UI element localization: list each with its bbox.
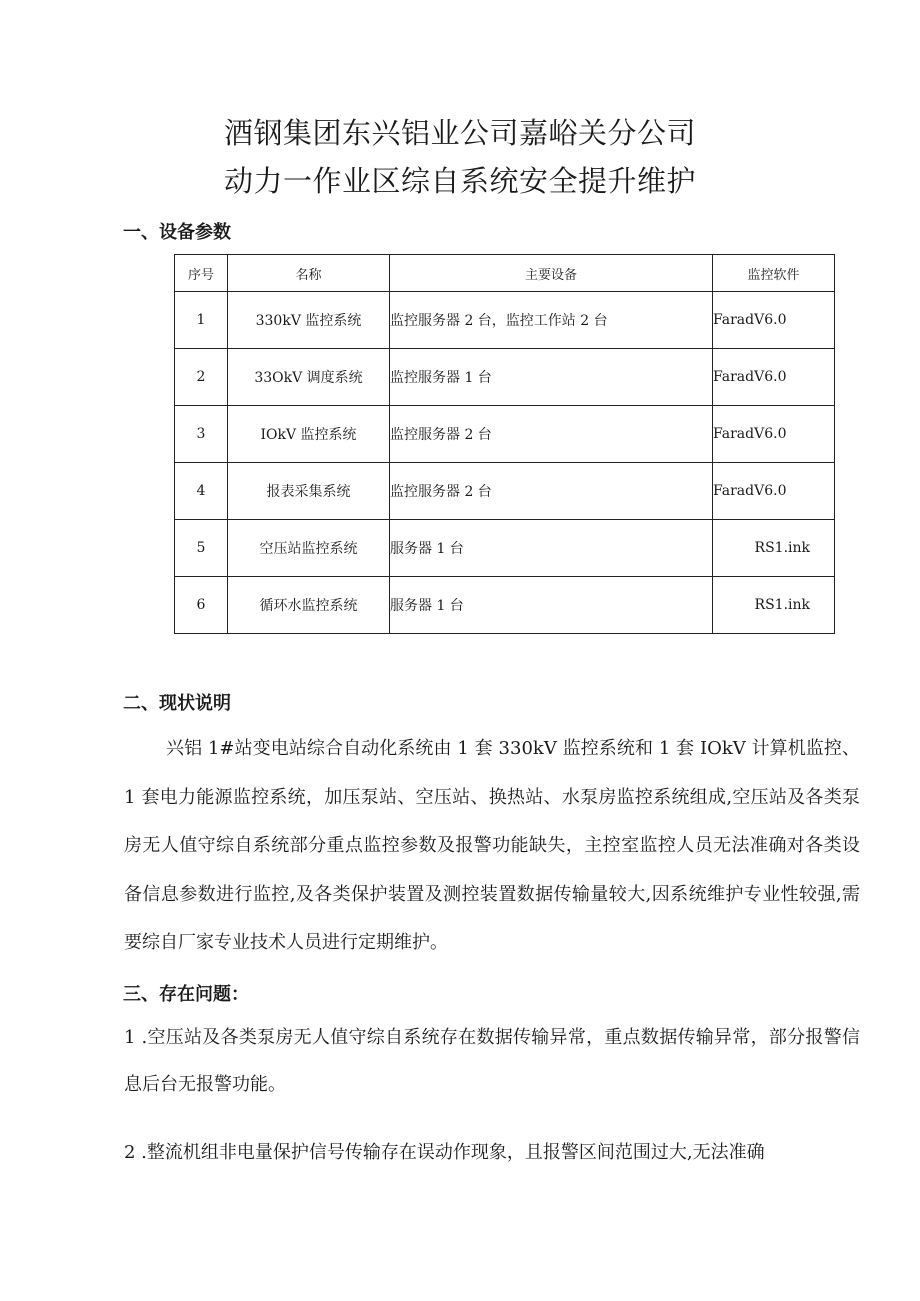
header-index: 序号 [175, 255, 228, 292]
document-title-line-1: 酒钢集团东兴铝业公司嘉峪关分公司 [223, 116, 696, 150]
section-heading-current-status: 二、现状说明 [123, 693, 231, 714]
cell-name: 循环水监控系统 [228, 577, 390, 634]
equipment-parameters-table [174, 254, 835, 634]
table-row [175, 463, 835, 520]
document-title-line-2: 动力一作业区综自系统安全提升维护 [223, 164, 696, 198]
cell-main-equipment: 服务器 1 台 [390, 577, 713, 634]
cell-monitoring-software: FaradV6.0 [713, 406, 835, 463]
table-header-row [175, 255, 835, 292]
cell-monitoring-software: RS1.ink [713, 577, 835, 634]
table-row [175, 292, 835, 349]
cell-index: 2 [175, 349, 228, 406]
cell-index: 1 [175, 292, 228, 349]
table-row [175, 349, 835, 406]
cell-index: 6 [175, 577, 228, 634]
cell-main-equipment: 监控服务器 2 台，监控工作站 2 台 [390, 292, 713, 349]
cell-monitoring-software: FaradV6.0 [713, 292, 835, 349]
cell-main-equipment: 服务器 1 台 [390, 520, 713, 577]
header-name: 名称 [228, 255, 390, 292]
cell-name: IOkV 监控系统 [228, 406, 390, 463]
cell-monitoring-software: FaradV6.0 [713, 463, 835, 520]
cell-index: 3 [175, 406, 228, 463]
cell-index: 4 [175, 463, 228, 520]
cell-name: 330kV 监控系统 [228, 292, 390, 349]
cell-main-equipment: 监控服务器 2 台 [390, 406, 713, 463]
cell-monitoring-software: RS1.ink [713, 520, 835, 577]
cell-name: 33OkV 调度系统 [228, 349, 390, 406]
header-monitoring-software: 监控软件 [713, 255, 835, 292]
problem-item-1: 1 .空压站及各类泵房无人值守综自系统存在数据传输异常，重点数据传输异常，部分报警信息后台无报警功能。 [124, 1027, 860, 1095]
problem-item-2: 2 .整流机组非电量保护信号传输存在误动作现象，且报警区间范围过大,无法准确 [124, 1142, 765, 1163]
current-status-paragraph: 兴铝 1#站变电站综合自动化系统由 1 套 330kV 监控系统和 1 套 IOkV 计算机监控、1 套电力能源监控系统，加压泵站、空压站、换热站、水泵房监控系统组成,空压站及各类泵房无人值守综自系统部分重点监控参数及报警功能缺失，主控室监控人员无法准确对各类设备信息参数进行监控,及各类保护装置及测控装置数据传输量较大,因系统维护专业性较强,需要综自厂家专业技术人员进行定期维护。 [124, 738, 860, 954]
table-row [175, 577, 835, 634]
section-heading-equipment-parameters: 一、设备参数 [123, 222, 231, 243]
cell-main-equipment: 监控服务器 1 台 [390, 349, 713, 406]
section-heading-existing-problems: 三、存在问题： [123, 984, 249, 1005]
cell-name: 空压站监控系统 [228, 520, 390, 577]
cell-index: 5 [175, 520, 228, 577]
cell-name: 报表采集系统 [228, 463, 390, 520]
cell-monitoring-software: FaradV6.0 [713, 349, 835, 406]
cell-main-equipment: 监控服务器 2 台 [390, 463, 713, 520]
table-row [175, 406, 835, 463]
table-row [175, 520, 835, 577]
header-main-equipment: 主要设备 [390, 255, 713, 292]
